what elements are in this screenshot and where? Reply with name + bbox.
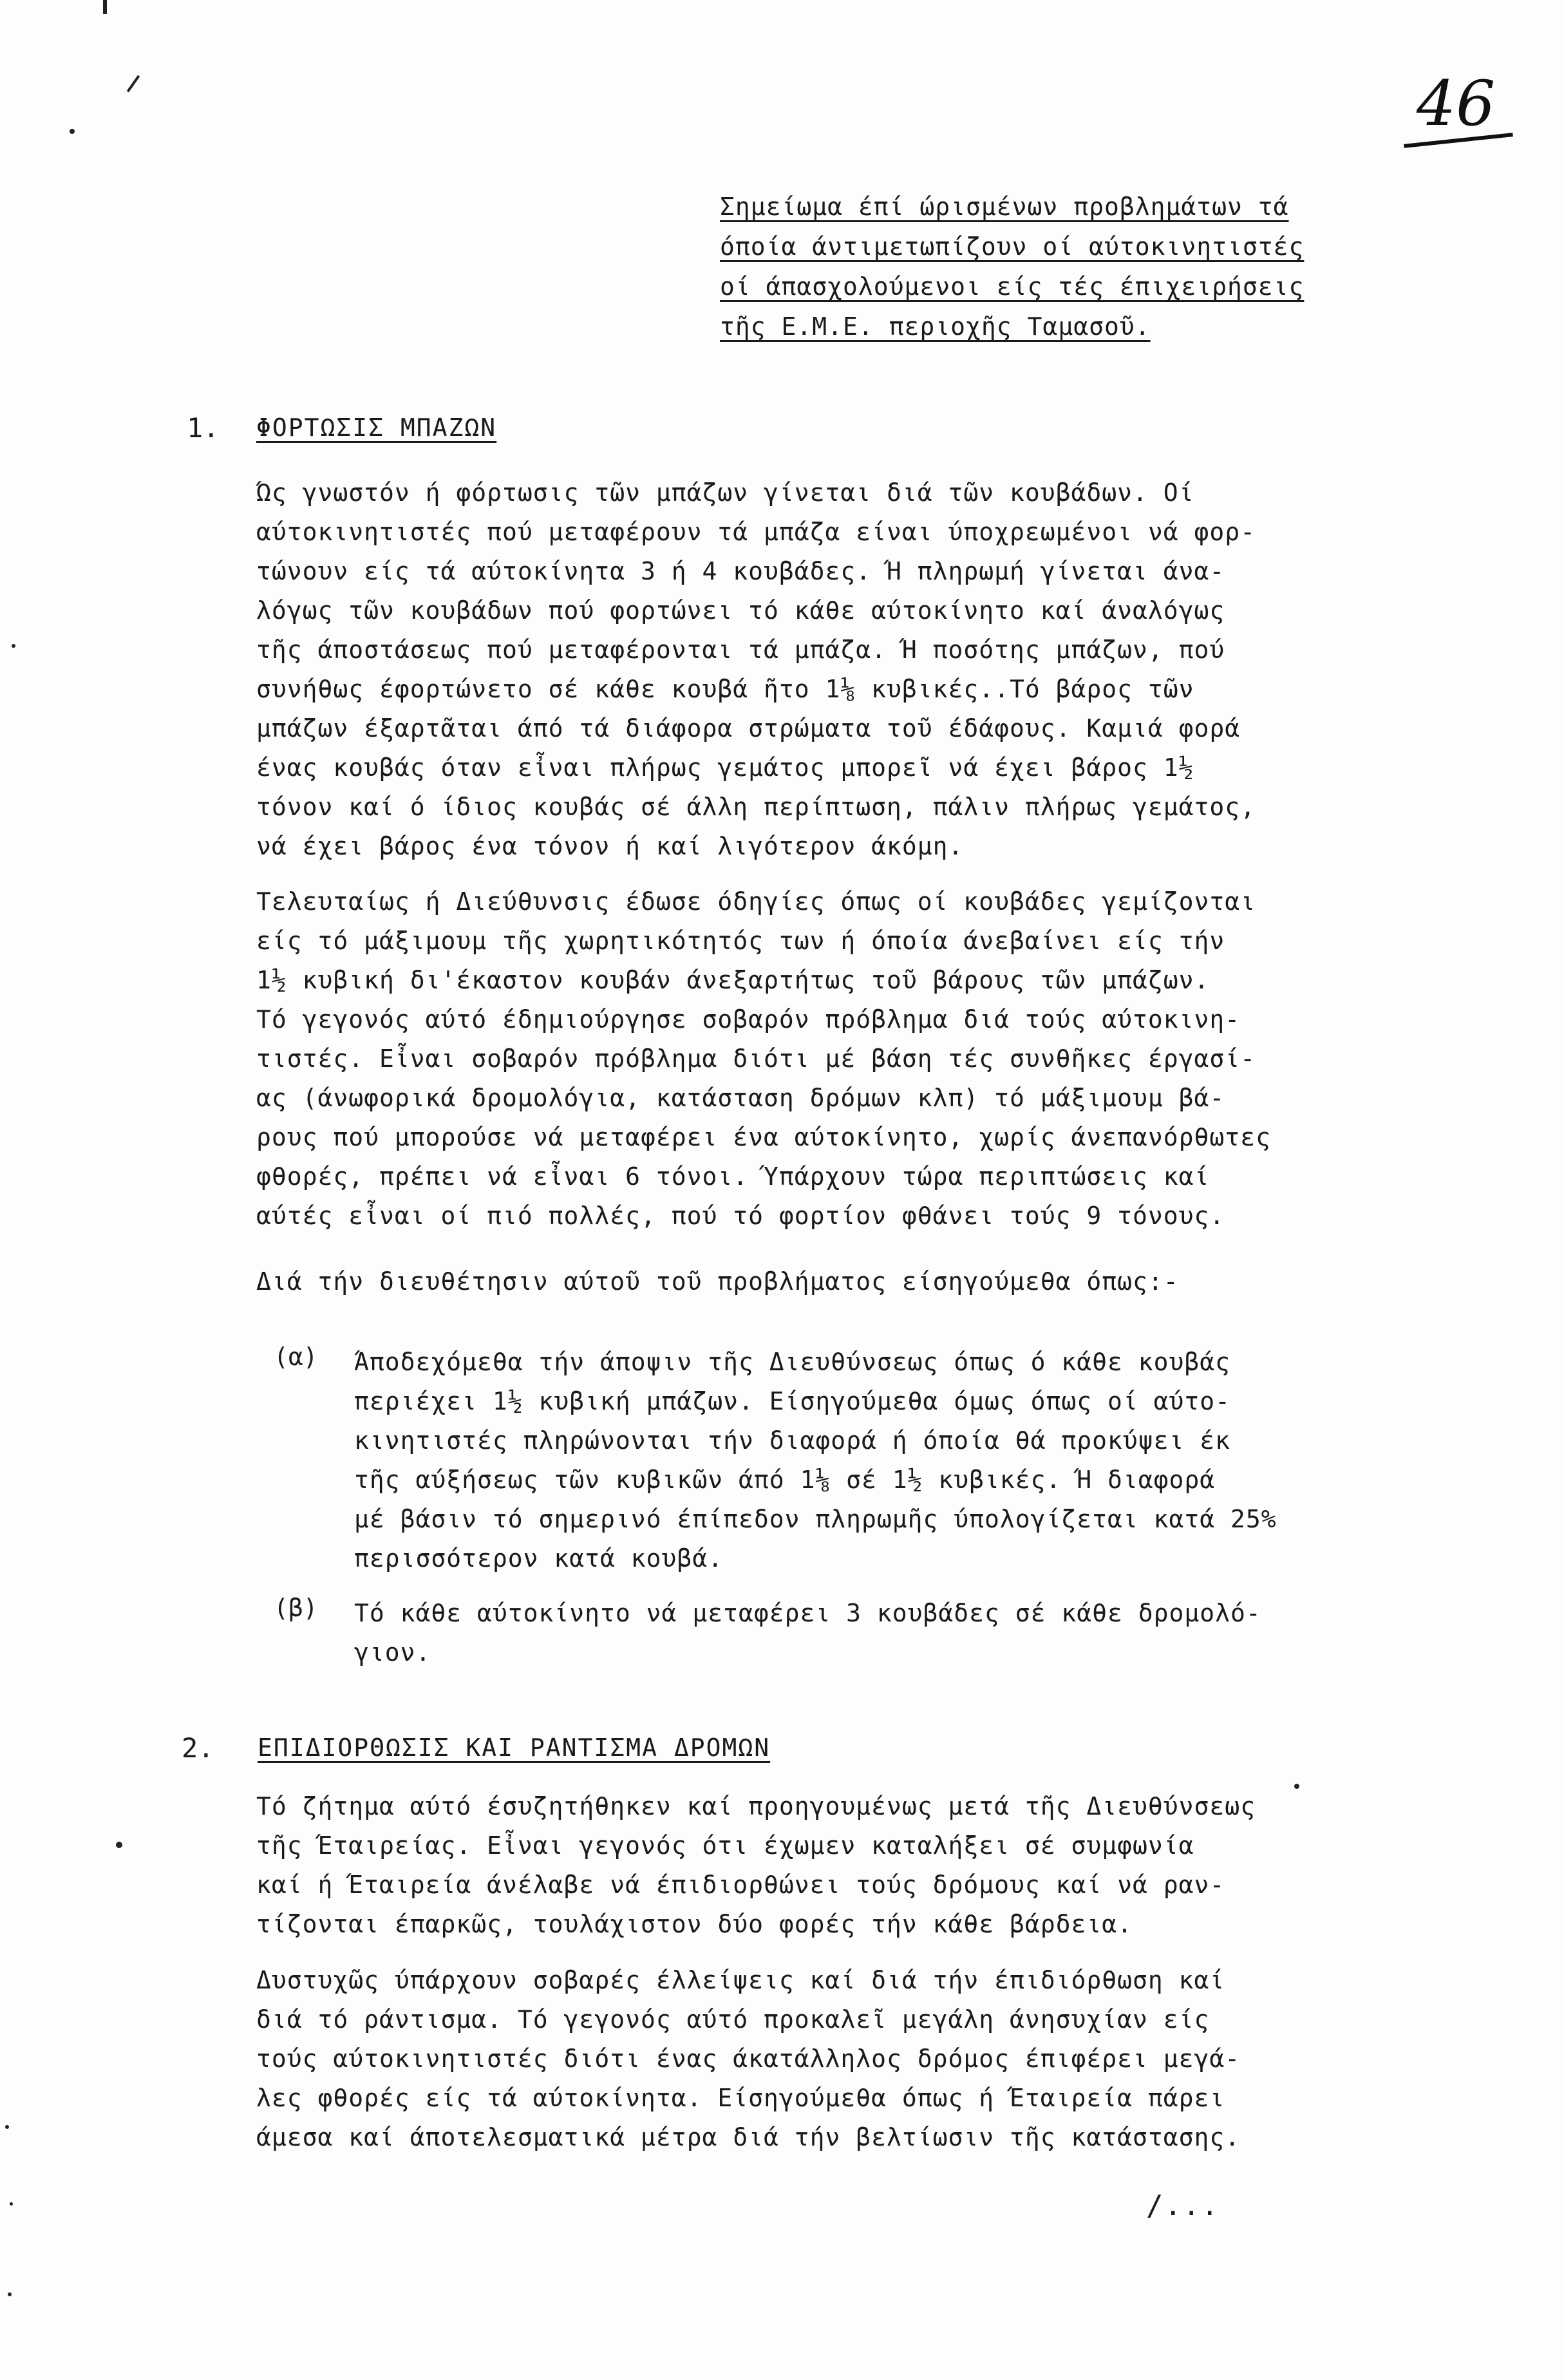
text-line: τῆς Έταιρείας. Εἶναι γεγονός ότι έχωμεν καταλήξει σέ συμφωνία — [256, 1831, 1194, 1860]
section-1-paragraph-1 — [256, 473, 1390, 866]
heading-line: τῆς Ε.Μ.Ε. περιοχῆς Ταμασοῦ. — [720, 312, 1151, 341]
scan-speck — [8, 2292, 12, 2296]
text-line: Τό γεγονός αύτό έδημιούργησε σοβαρόν πρόβλημα διά τούς αύτοκινη- — [256, 1005, 1241, 1034]
section-2-title: ΕΠΙΔΙΟΡΘΩΣΙΣ ΚΑΙ ΡΑΝΤΙΣΜΑ ΔΡΟΜΩΝ — [258, 1733, 771, 1762]
text-line: Τελευταίως ή Διεύθυνσις έδωσε όδηγίες όπως οί κουβάδες γεμίζονται — [256, 887, 1256, 916]
heading-line: Σημείωμα έπί ώρισμένων προβλημάτων τά — [720, 193, 1289, 221]
text-line: μέ βάσιν τό σημερινό έπίπεδον πληρωμῆς ύπολογίζεται κατά 25% — [354, 1505, 1277, 1533]
text-line: Δυστυχῶς ύπάρχουν σοβαρές έλλείψεις καί διά τήν έπιδιόρθωση καί — [256, 1966, 1225, 1994]
text-line: 1½ κυβική δι'έκαστον κουβάν άνεξαρτήτως τοῦ βάρους τῶν μπάζων. — [256, 966, 1210, 994]
text-line: αύτές εἶναι οί πιό πολλές, πού τό φορτίον φθάνει τούς 9 τόνους. — [256, 1202, 1225, 1230]
section-1-title: ΦΟΡΤΩΣΙΣ ΜΠΑΖΩΝ — [256, 413, 497, 442]
text-line: Ώς γνωστόν ή φόρτωσις τῶν μπάζων γίνεται διά τῶν κουβάδων. Οί — [256, 478, 1194, 507]
heading-line: οί άπασχολούμενοι είς τές έπιχειρήσεις — [720, 272, 1305, 301]
text-line: φθορές, πρέπει νά εἶναι 6 τόνοι. Ύπάρχουν τώρα περιπτώσεις καί — [256, 1162, 1210, 1191]
section-2-paragraph-1 — [256, 1787, 1390, 1944]
heading-line: όποία άντιμετωπίζουν οί αύτοκινητιστές — [720, 232, 1305, 261]
item-a-label: (α) — [274, 1343, 318, 1371]
text-line: τῆς άποστάσεως πού μεταφέρονται τά μπάζα. Ή ποσότης μπάζων, πού — [256, 636, 1225, 664]
section-1-paragraph-2 — [256, 882, 1390, 1236]
text-line: Διά τήν διευθέτησιν αύτοῦ τοῦ προβλήματος είσηγούμεθα όπως:- — [256, 1267, 1179, 1296]
section-1-number: 1. — [187, 412, 220, 444]
section-2-number: 2. — [182, 1732, 214, 1764]
text-line: διά τό ράντισμα. Τό γεγονός αύτό προκαλεῖ μεγάλη άνησυχίαν είς — [256, 2005, 1210, 2034]
text-line: τόνον καί ό ίδιος κουβάς σέ άλλη περίπτωση, πάλιν πλήρως γεμάτος, — [256, 793, 1256, 821]
document-heading — [720, 187, 1390, 346]
text-line: Άποδεχόμεθα τήν άποψιν τῆς Διευθύνσεως όπως ό κάθε κουβάς — [354, 1348, 1231, 1376]
text-line: Τό κάθε αύτοκίνητο νά μεταφέρει 3 κουβάδες σέ κάθε δρομολό- — [354, 1599, 1261, 1627]
scan-mark — [127, 75, 140, 93]
text-line: μπάζων έξαρτᾶται άπό τά διάφορα στρώματα τοῦ έδάφους. Καμιά φορά — [256, 714, 1241, 742]
section-1-paragraph-3 — [256, 1262, 1390, 1301]
item-b-text — [354, 1594, 1359, 1672]
text-line: τούς αύτοκινητιστές διότι ένας άκατάλληλος δρόμος έπιφέρει μεγά- — [256, 2045, 1241, 2073]
scan-speck — [12, 644, 15, 648]
text-line: περισσότερον κατά κουβά. — [354, 1544, 724, 1572]
text-line: περιέχει 1½ κυβική μπάζων. Είσηγούμεθα όμως όπως οί αύτο- — [354, 1387, 1231, 1415]
text-line: τιστές. Εἶναι σοβαρόν πρόβλημα διότι μέ βάση τές συνθῆκες έργασί- — [256, 1044, 1256, 1073]
text-line: ρους πού μπορούσε νά μεταφέρει ένα αύτοκίνητο, χωρίς άνεπανόρθωτες — [256, 1123, 1271, 1151]
text-line: είς τό μάξιμουμ τῆς χωρητικότητός των ή όποία άνεβαίνει είς τήν — [256, 927, 1225, 955]
scan-speck — [116, 1842, 122, 1848]
text-line: Τό ζήτημα αύτό έσυζητήθηκεν καί προηγουμένως μετά τῆς Διευθύνσεως — [256, 1792, 1256, 1820]
text-line: τίζονται έπαρκῶς, τουλάχιστον δύο φορές τήν κάθε βάρδεια. — [256, 1910, 1133, 1938]
text-line: νά έχει βάρος ένα τόνον ή καί λιγότερον άκόμη. — [256, 832, 964, 860]
text-line: γιον. — [354, 1638, 431, 1667]
section-2-paragraph-2 — [256, 1961, 1390, 2157]
text-line: λόγως τῶν κουβάδων πού φορτώνει τό κάθε αύτοκίνητο καί άναλόγως — [256, 596, 1225, 625]
text-line: καί ή Έταιρεία άνέλαβε νά έπιδιορθώνει τούς δρόμους καί νά ραν- — [256, 1871, 1225, 1899]
text-line: κινητιστές πληρώνονται τήν διαφορά ή όποία θά προκύψει έκ — [354, 1426, 1231, 1455]
item-b-label: (β) — [274, 1594, 318, 1622]
page-number: 46 — [1417, 68, 1496, 140]
text-line: τῆς αύξήσεως τῶν κυβικῶν άπό 1⅛ σέ 1½ κυβικές. Ή διαφορά — [354, 1466, 1216, 1494]
scan-speck — [70, 129, 75, 134]
scan-speck — [1294, 1784, 1299, 1789]
text-line: λες φθορές είς τά αύτοκίνητα. Είσηγούμεθα όπως ή Έταιρεία πάρει — [256, 2084, 1225, 2112]
continuation-mark: /... — [1146, 2189, 1220, 2222]
text-line: ένας κουβάς όταν εἶναι πλήρως γεμάτος μπορεῖ νά έχει βάρος 1½ — [256, 753, 1194, 782]
scan-mark — [103, 0, 107, 14]
scan-speck — [10, 2202, 13, 2205]
item-a-text — [354, 1343, 1359, 1578]
text-line: τώνουν είς τά αύτοκίνητα 3 ή 4 κουβάδες. Ή πληρωμή γίνεται άνα- — [256, 557, 1225, 585]
text-line: αύτοκινητιστές πού μεταφέρουν τά μπάζα είναι ύποχρεωμένοι νά φορ- — [256, 518, 1256, 546]
text-line: συνήθως έφορτώνετο σέ κάθε κουβά ῆτο 1⅛ κυβικές..Τό βάρος τῶν — [256, 675, 1194, 703]
text-line: άμεσα καί άποτελεσματικά μέτρα διά τήν βελτίωσιν τῆς κατάστασης. — [256, 2123, 1241, 2151]
scan-speck — [5, 2125, 9, 2129]
text-line: ας (άνωφορικά δρομολόγια, κατάσταση δρόμων κλπ) τό μάξιμουμ βά- — [256, 1084, 1225, 1112]
